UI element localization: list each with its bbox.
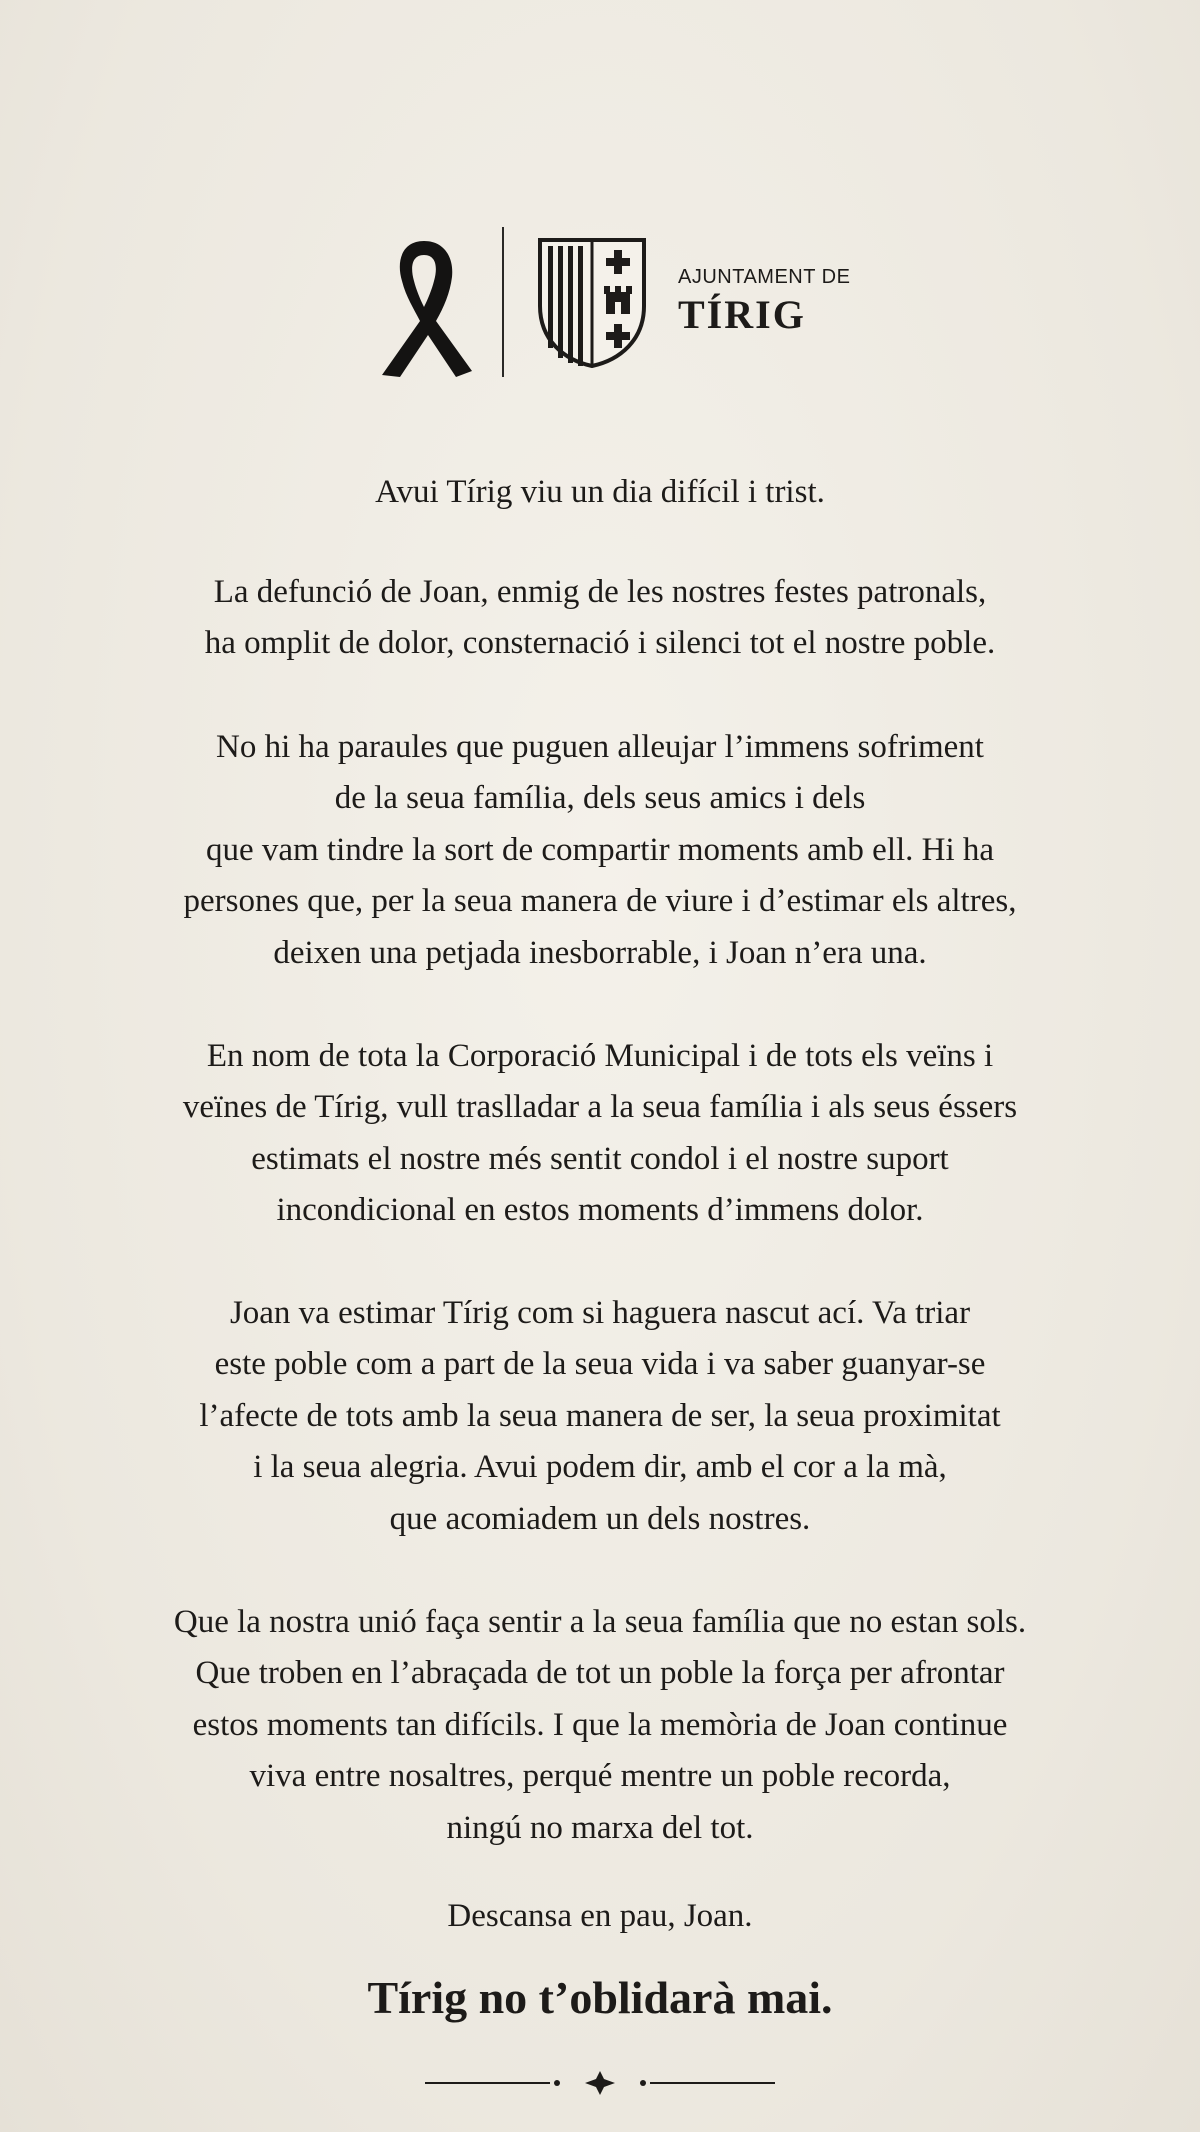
text-line: este poble com a part de la seua vida i va saber guanyar-se [214, 1346, 986, 1383]
paragraph-2 [60, 567, 1140, 670]
paragraph-6 [60, 1597, 1140, 1854]
text-line: estimats el nostre més sentit condol i el nostre suport [251, 1140, 949, 1177]
text-line: de la seua família, dels seus amics i dels [334, 780, 866, 817]
text-line: Que troben en l’abraçada de tot un poble la força per afrontar [195, 1655, 1005, 1692]
municipality-wordmark [678, 266, 850, 338]
text-line: deixen una petjada inesborrable, i Joan n’era una. [273, 934, 927, 971]
paragraph-7 [60, 1891, 1140, 1942]
text-line: viva entre nosaltres, perqué mentre un poble recorda, [249, 1758, 951, 1795]
text-line: incondicional en estos moments d’immens dolor. [276, 1192, 924, 1229]
text-line: l’afecte de tots amb la seua manera de ser, la seua proximitat [199, 1397, 1001, 1434]
paragraph-3 [60, 722, 1140, 979]
text-line: La defunció de Joan, enmig de les nostres festes patronals, [213, 574, 987, 610]
text-line: que acomiadem un dels nostres. [389, 1500, 811, 1537]
paragraph-5 [60, 1288, 1140, 1545]
text-line: Descansa en pau, Joan. [447, 1898, 753, 1934]
wordmark-line-1: AJUNTAMENT DE [678, 266, 851, 288]
text-line: i la seua alegria. Avui podem dir, amb el cor a la mà, [253, 1449, 947, 1486]
text-line: veïnes de Tírig, vull traslladar a la seua família i als seus éssers [182, 1089, 1018, 1126]
text-line: estos moments tan difícils. I que la memòria de Joan continue [192, 1706, 1008, 1743]
closing-title: Tírig no t’oblidarà mai. [367, 1972, 833, 2023]
text-line: ha omplit de dolor, consternació i silenci tot el nostre poble. [204, 625, 996, 662]
text-line: ningú no marxa del tot. [446, 1809, 754, 1846]
text-line: Avui Tírig viu un dia difícil i trist. [375, 474, 825, 510]
paragraph-4 [60, 1031, 1140, 1237]
text-line: que vam tindre la sort de compartir moments amb ell. Hi ha [205, 831, 995, 868]
coat-of-arms-icon [536, 236, 648, 368]
text-line: Que la nostra unió faça sentir a la seua família que no estan sols. [173, 1604, 1027, 1640]
text-line: Joan va estimar Tírig com si haguera nascut ací. Va triar [229, 1295, 971, 1331]
text-line: En nom de tota la Corporació Municipal i de tots els veïns i [206, 1038, 994, 1074]
header-divider [502, 227, 504, 377]
paragraph-1 [60, 467, 1140, 518]
text-line: No hi ha paraules que puguen alleujar l’immens sofriment [216, 729, 984, 765]
header [372, 222, 850, 382]
ornament-divider-icon [425, 2068, 775, 2098]
mourning-ribbon-icon [372, 227, 476, 377]
wordmark-line-2: TÍRIG [678, 292, 806, 337]
text-line: persones que, per la seua manera de viure i d’estimar els altres, [183, 883, 1017, 920]
